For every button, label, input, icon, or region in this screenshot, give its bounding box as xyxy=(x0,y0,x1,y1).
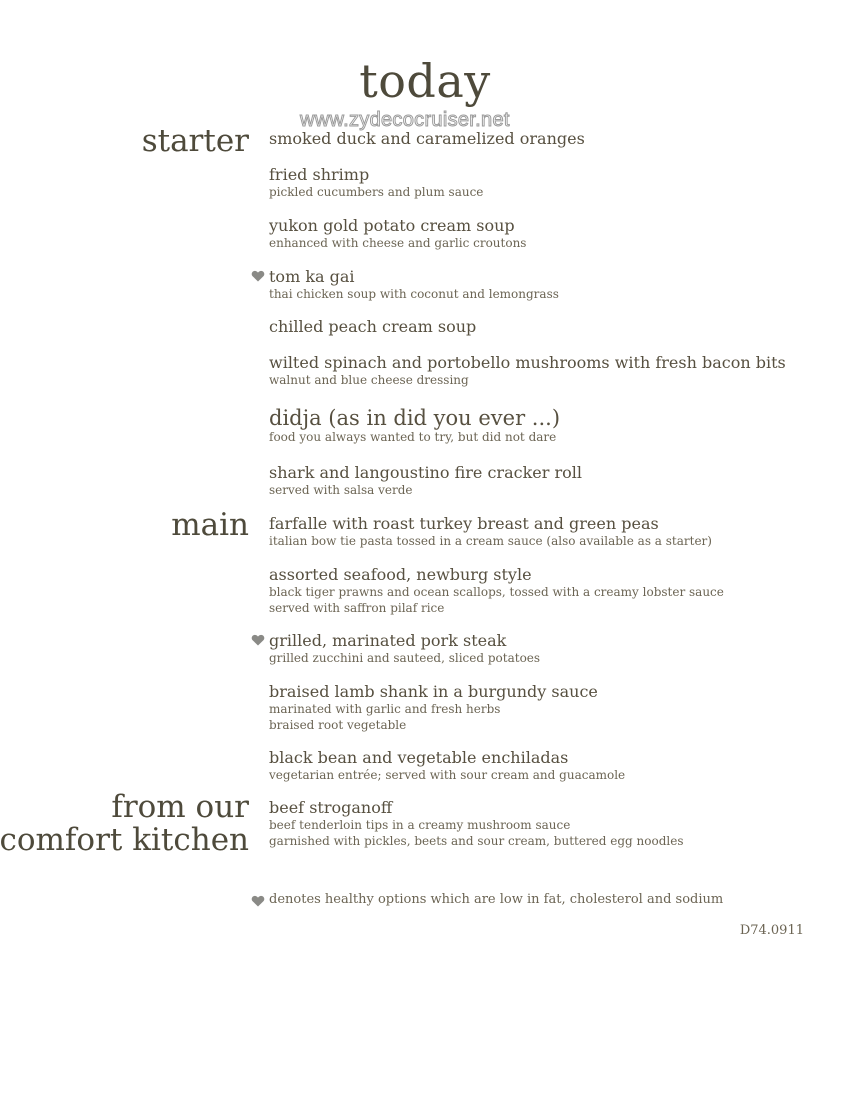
heart-icon xyxy=(251,270,265,282)
menu-item xyxy=(269,515,712,549)
menu-item xyxy=(269,632,540,666)
menu-item xyxy=(269,268,559,302)
watermark-text: www.zydecocruiser.net xyxy=(300,109,510,131)
item-description: braised root vegetable xyxy=(269,718,407,732)
item-name: smoked duck and caramelized oranges xyxy=(269,129,585,148)
item-description: black tiger prawns and ocean scallops, tossed with a creamy lobster sauce xyxy=(269,585,724,599)
section-comfort-heading-line2: comfort kitchen xyxy=(0,822,249,858)
menu-item xyxy=(269,749,625,783)
section-main-heading: main xyxy=(171,507,249,543)
healthy-footnote xyxy=(269,892,723,907)
heart-icon xyxy=(251,895,265,907)
item-description: food you always wanted to try, but did not dare xyxy=(269,430,557,444)
menu-item xyxy=(269,166,483,200)
item-description: served with salsa verde xyxy=(269,483,413,497)
menu-title: today xyxy=(359,54,491,108)
heart-icon xyxy=(251,634,265,646)
menu-item xyxy=(269,683,598,733)
item-name: didja (as in did you ever ...) xyxy=(269,406,561,430)
menu-item xyxy=(269,799,684,849)
menu-item xyxy=(269,318,476,336)
item-name: tom ka gai xyxy=(269,267,355,286)
item-name: shark and langoustino fire cracker roll xyxy=(269,463,582,482)
item-name: braised lamb shank in a burgundy sauce xyxy=(269,682,598,701)
menu-item xyxy=(269,464,582,498)
menu-item xyxy=(269,217,526,251)
item-description: walnut and blue cheese dressing xyxy=(269,373,469,387)
item-description: garnished with pickles, beets and sour cream, buttered egg noodles xyxy=(269,834,684,848)
item-name: beef stroganoff xyxy=(269,798,393,817)
item-description: enhanced with cheese and garlic croutons xyxy=(269,236,527,250)
item-description: beef tenderloin tips in a creamy mushroom sauce xyxy=(269,818,571,832)
menu-code: D74.0911 xyxy=(739,923,804,938)
item-description: grilled zucchini and sauteed, sliced potatoes xyxy=(269,651,541,665)
item-description: vegetarian entrée; served with sour cream and guacamole xyxy=(269,768,626,782)
item-name: chilled peach cream soup xyxy=(269,317,477,336)
menu-item xyxy=(269,566,724,616)
section-comfort-heading-line1: from our xyxy=(111,789,249,825)
item-name: wilted spinach and portobello mushrooms with fresh bacon bits xyxy=(269,353,786,372)
item-name: farfalle with roast turkey breast and green peas xyxy=(269,514,659,533)
item-name: yukon gold potato cream soup xyxy=(269,216,515,235)
item-name: assorted seafood, newburg style xyxy=(269,565,532,584)
footnote-text: denotes healthy options which are low in fat, cholesterol and sodium xyxy=(269,892,724,907)
item-description: thai chicken soup with coconut and lemongrass xyxy=(269,287,559,301)
item-description: served with saffron pilaf rice xyxy=(269,601,445,615)
menu-item xyxy=(269,354,786,388)
item-name: black bean and vegetable enchiladas xyxy=(269,748,569,767)
item-description: marinated with garlic and fresh herbs xyxy=(269,702,501,716)
item-name: grilled, marinated pork steak xyxy=(269,631,507,650)
menu-item xyxy=(269,130,585,148)
item-description: pickled cucumbers and plum sauce xyxy=(269,185,484,199)
item-name: fried shrimp xyxy=(269,165,370,184)
item-description: italian bow tie pasta tossed in a cream sauce (also available as a starter) xyxy=(269,534,712,548)
menu-item xyxy=(269,407,560,445)
section-starter-heading: starter xyxy=(141,123,249,159)
